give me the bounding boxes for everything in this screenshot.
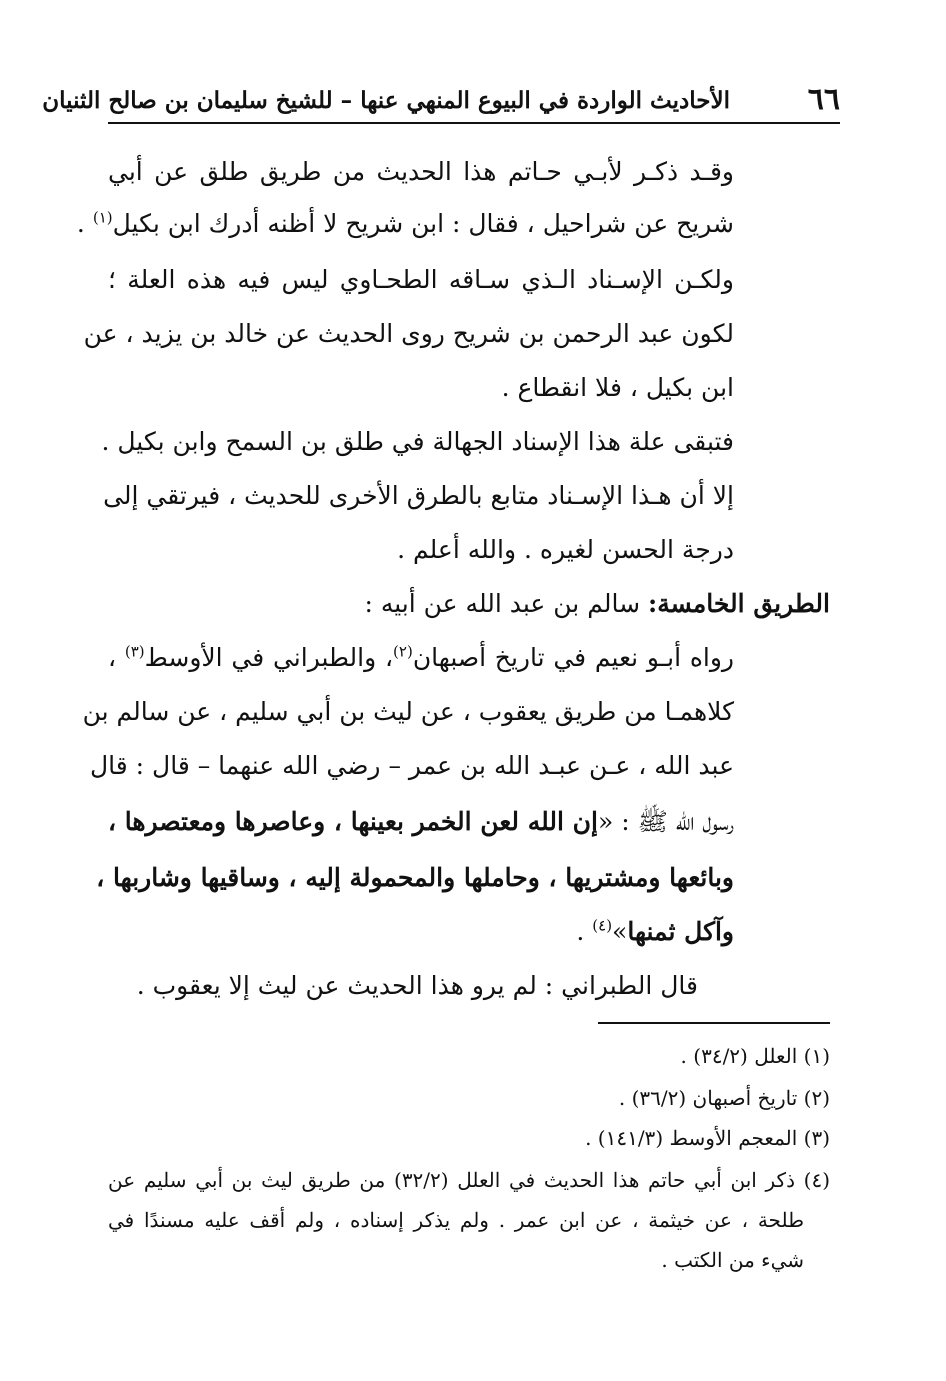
body-line-text: رسول الله ﷺ : « — [597, 807, 734, 836]
body-line: قال الطبراني : لم يرو هذا الحديث عن ليث إلا يعقوب . — [136, 971, 698, 1000]
footnote-ref: (٤) — [592, 916, 613, 935]
footnote-rule — [598, 1022, 830, 1024]
body-line: لكون عبد الرحمن بن شريح روى الحديث عن خالد بن يزيد ، عن — [83, 319, 734, 348]
body-line — [108, 802, 734, 842]
header-rule — [108, 122, 840, 124]
footnote-ref: (١) — [92, 208, 113, 227]
body-line: فتبقى علة هذا الإسناد الجهالة في طلق بن السمح وابن بكيل . — [101, 427, 734, 456]
hadith-text: وآكل ثمنها — [627, 917, 734, 946]
hadith-text: وبائعها ومشتريها ، وحاملها والمحمولة إليه ، وساقيها وشاربها ، — [96, 863, 734, 892]
footnote-continuation: طلحة ، عن خيثمة ، عن ابن عمر . ولم يذكر إسناده ، ولم أقف عليه مسندًا في — [108, 1208, 804, 1232]
body-line: كلاهمـا من طريق يعقوب ، عن ليث بن أبي سليم ، عن سالم بن — [82, 697, 734, 726]
footnote-continuation: شيء من الكتب . — [661, 1248, 804, 1272]
quote-close: » — [612, 917, 628, 946]
footnote-ref: (٣) — [124, 642, 145, 661]
body-line-text: شريح عن شراحيل ، فقال : ابن شريح لا أظنه أدرك ابن بكيل — [112, 209, 734, 238]
body-line: وقـد ذكـر لأبـي حـاتم هذا الحديث من طريق طلق عن أبي — [108, 157, 734, 186]
hadith-text: إن الله لعن الخمر بعينها ، وعاصرها ومعتصرها ، — [107, 807, 598, 836]
body-line-suffix: ، — [108, 643, 125, 672]
body-line — [76, 204, 734, 244]
footnote: (٢) تاريخ أصبهان (٣٦/٢) . — [618, 1086, 830, 1110]
body-line: درجة الحسن لغيره . والله أعلم . — [397, 535, 734, 564]
section-heading-label: الطريق الخامسة: — [647, 589, 830, 618]
body-line: ولكـن الإسـناد الـذي سـاقه الطحـاوي ليس فيه هذه العلة ؛ — [108, 265, 734, 294]
body-line-text: رواه أبـو نعيم في تاريخ أصبهان — [412, 643, 735, 672]
body-line: ابن بكيل ، فلا انقطاع . — [501, 373, 734, 402]
body-line: إلا أن هـذا الإسـناد متابع بالطرق الأخرى للحديث ، فيرتقي إلى — [103, 481, 734, 510]
body-line — [108, 912, 734, 952]
body-line-suffix: . — [576, 917, 593, 946]
section-heading — [108, 584, 830, 624]
section-heading-text: سالم بن عبد الله عن أبيه : — [364, 589, 648, 618]
body-line-suffix: . — [76, 209, 93, 238]
body-line: عبد الله ، عـن عبـد الله بن عمر – رضي الله عنهما – قال : قال — [90, 751, 734, 780]
page-number: ٦٦ — [807, 82, 840, 117]
running-title: الأحاديث الواردة في البيوع المنهي عنها – للشيخ سليمان بن صالح الثنيان — [42, 87, 730, 114]
footnote: (٤) ذكر ابن أبي حاتم هذا الحديث في العلل (٣٢/٢) من طريق ليث بن أبي سليم عن — [108, 1168, 830, 1192]
body-line-text: ، والطبراني في الأوسط — [144, 643, 394, 672]
page-header — [42, 82, 840, 122]
footnote: (١) العلل (٣٤/٢) . — [680, 1044, 830, 1068]
body-line — [108, 638, 734, 678]
footnote: (٣) المعجم الأوسط (١٤١/٣) . — [585, 1126, 830, 1150]
footnote-ref: (٢) — [393, 642, 413, 661]
